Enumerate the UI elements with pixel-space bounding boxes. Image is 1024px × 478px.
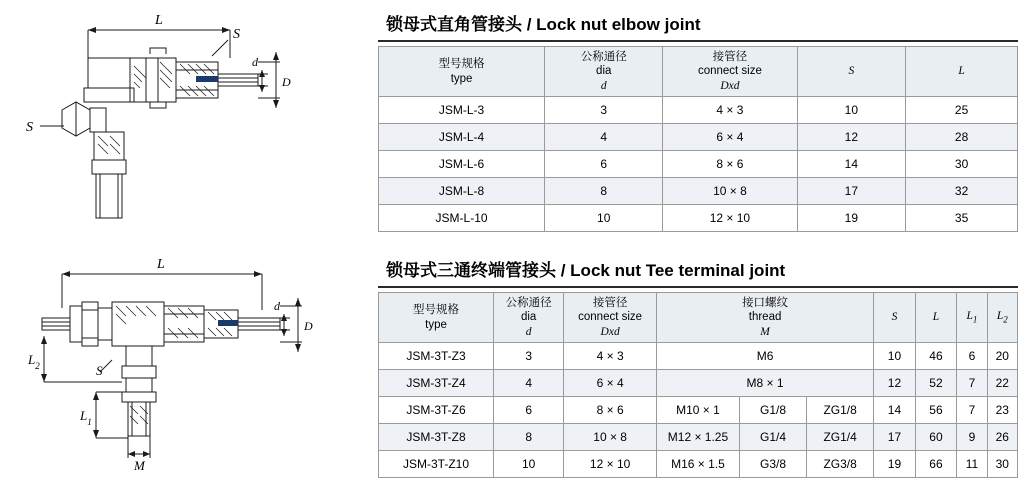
cell-connect-size: 12 × 10 — [663, 205, 797, 232]
table-row — [379, 397, 1018, 424]
dim-label-d: d — [252, 55, 258, 69]
dim-label-L: L — [157, 257, 165, 272]
cell-type: JSM-3T-Z3 — [379, 343, 494, 370]
cell-l: 56 — [915, 397, 957, 424]
column-header-l1: $L_1$ — [957, 293, 987, 343]
cell-dia: 8 — [545, 178, 663, 205]
cell-dia: 3 — [545, 97, 663, 124]
dim-label-d: d — [274, 299, 280, 313]
cell-thread-g: G3/8 — [740, 451, 807, 478]
column-header-type: 型号规格 type — [379, 293, 494, 343]
cell-l: 35 — [906, 205, 1018, 232]
cell-connect-size: 10 × 8 — [663, 178, 797, 205]
cell-thread-zg: ZG1/4 — [807, 424, 874, 451]
cell-type: JSM-3T-Z6 — [379, 397, 494, 424]
section-lock-nut-tee-terminal-joint — [378, 254, 1018, 478]
cell-l1: 11 — [957, 451, 987, 478]
cell-l2: 20 — [987, 343, 1017, 370]
cell-thread-m: M16 × 1.5 — [656, 451, 739, 478]
table-tee — [378, 292, 1018, 478]
cell-l: 52 — [915, 370, 957, 397]
cell-dia: 6 — [545, 151, 663, 178]
cell-s: 17 — [874, 424, 916, 451]
column-header-l2: $L_2$ — [987, 293, 1017, 343]
cell-l: 66 — [915, 451, 957, 478]
dim-label-L1: $L_1$ — [80, 408, 92, 427]
table-row — [379, 343, 1018, 370]
cell-s: 19 — [797, 205, 906, 232]
cell-thread: M6 — [656, 343, 873, 370]
dim-label-L2: $L_2$ — [28, 352, 40, 371]
cell-thread-g: G1/4 — [740, 424, 807, 451]
cell-thread-m: M12 × 1.25 — [656, 424, 739, 451]
column-header-connect-size: 接管径 connect size Dxd — [564, 293, 657, 343]
cell-l: 25 — [906, 97, 1018, 124]
cell-l1: 7 — [957, 370, 987, 397]
section-title-en: Lock nut Tee terminal joint — [570, 261, 786, 280]
table-elbow — [378, 46, 1018, 232]
column-header-thread: 接口螺纹 thread M — [656, 293, 873, 343]
column-header-connect-size: 接管径 connect size Dxd — [663, 47, 797, 97]
cell-connect-size: 12 × 10 — [564, 451, 657, 478]
cell-l2: 23 — [987, 397, 1017, 424]
table-row — [379, 424, 1018, 451]
section-title-tee — [378, 254, 1018, 288]
dim-label-S-left: S — [26, 120, 33, 135]
cell-l: 28 — [906, 124, 1018, 151]
cell-connect-size: 4 × 3 — [564, 343, 657, 370]
section-title-en: Lock nut elbow joint — [536, 15, 701, 34]
column-header-s: S — [874, 293, 916, 343]
cell-l: 60 — [915, 424, 957, 451]
cell-dia: 10 — [545, 205, 663, 232]
cell-thread: M8 × 1 — [656, 370, 873, 397]
table-row — [379, 370, 1018, 397]
section-title-cn: 锁母式直角管接头 — [386, 15, 522, 34]
cell-dia: 10 — [494, 451, 564, 478]
cell-l2: 22 — [987, 370, 1017, 397]
table-row — [379, 124, 1018, 151]
cell-s: 17 — [797, 178, 906, 205]
table-row — [379, 151, 1018, 178]
section-title-separator: / — [522, 15, 537, 34]
table-header-row — [379, 47, 1018, 97]
table-row — [379, 178, 1018, 205]
cell-s: 12 — [797, 124, 906, 151]
cell-thread-g: G1/8 — [740, 397, 807, 424]
cell-s: 14 — [797, 151, 906, 178]
cell-l2: 30 — [987, 451, 1017, 478]
section-title-cn: 锁母式三通终端管接头 — [386, 261, 556, 280]
cell-l1: 7 — [957, 397, 987, 424]
column-header-s: S — [797, 47, 906, 97]
dim-label-S-right: S — [233, 27, 240, 42]
cell-connect-size: 8 × 6 — [564, 397, 657, 424]
cell-dia: 6 — [494, 397, 564, 424]
cell-s: 10 — [874, 343, 916, 370]
cell-connect-size: 8 × 6 — [663, 151, 797, 178]
cell-l1: 6 — [957, 343, 987, 370]
cell-s: 12 — [874, 370, 916, 397]
table-row — [379, 205, 1018, 232]
cell-type: JSM-3T-Z10 — [379, 451, 494, 478]
dim-label-D: D — [304, 319, 313, 333]
dim-label-M: M — [134, 458, 145, 473]
dim-label-S: S — [96, 363, 103, 378]
cell-type: JSM-3T-Z4 — [379, 370, 494, 397]
cell-l: 46 — [915, 343, 957, 370]
cell-thread-m: M10 × 1 — [656, 397, 739, 424]
cell-type: JSM-L-6 — [379, 151, 545, 178]
cell-connect-size: 6 × 4 — [663, 124, 797, 151]
cell-connect-size: 4 × 3 — [663, 97, 797, 124]
cell-type: JSM-L-3 — [379, 97, 545, 124]
column-header-dia: 公称通径 dia d — [494, 293, 564, 343]
section-title-separator: / — [556, 261, 571, 280]
cell-s: 19 — [874, 451, 916, 478]
section-lock-nut-elbow-joint — [378, 8, 1018, 232]
cell-l: 32 — [906, 178, 1018, 205]
column-header-l: L — [906, 47, 1018, 97]
cell-l1: 9 — [957, 424, 987, 451]
dim-label-D: D — [282, 75, 291, 89]
cell-type: JSM-L-4 — [379, 124, 545, 151]
cell-dia: 4 — [494, 370, 564, 397]
column-header-l: L — [915, 293, 957, 343]
cell-l2: 26 — [987, 424, 1017, 451]
column-header-type: 型号规格 type — [379, 47, 545, 97]
cell-type: JSM-L-10 — [379, 205, 545, 232]
cell-dia: 8 — [494, 424, 564, 451]
cell-s: 10 — [797, 97, 906, 124]
elbow-joint-technical-drawing — [0, 0, 372, 240]
dim-label-L: L — [155, 13, 163, 28]
cell-type: JSM-L-8 — [379, 178, 545, 205]
column-header-dia: 公称通径 dia d — [545, 47, 663, 97]
cell-type: JSM-3T-Z8 — [379, 424, 494, 451]
cell-l: 30 — [906, 151, 1018, 178]
cell-thread-zg: ZG3/8 — [807, 451, 874, 478]
cell-s: 14 — [874, 397, 916, 424]
section-title-elbow — [378, 8, 1018, 42]
tee-terminal-joint-technical-drawing — [0, 240, 372, 474]
cell-connect-size: 10 × 8 — [564, 424, 657, 451]
table-header-row — [379, 293, 1018, 343]
cell-dia: 3 — [494, 343, 564, 370]
table-row — [379, 97, 1018, 124]
cell-dia: 4 — [545, 124, 663, 151]
cell-connect-size: 6 × 4 — [564, 370, 657, 397]
cell-thread-zg: ZG1/8 — [807, 397, 874, 424]
